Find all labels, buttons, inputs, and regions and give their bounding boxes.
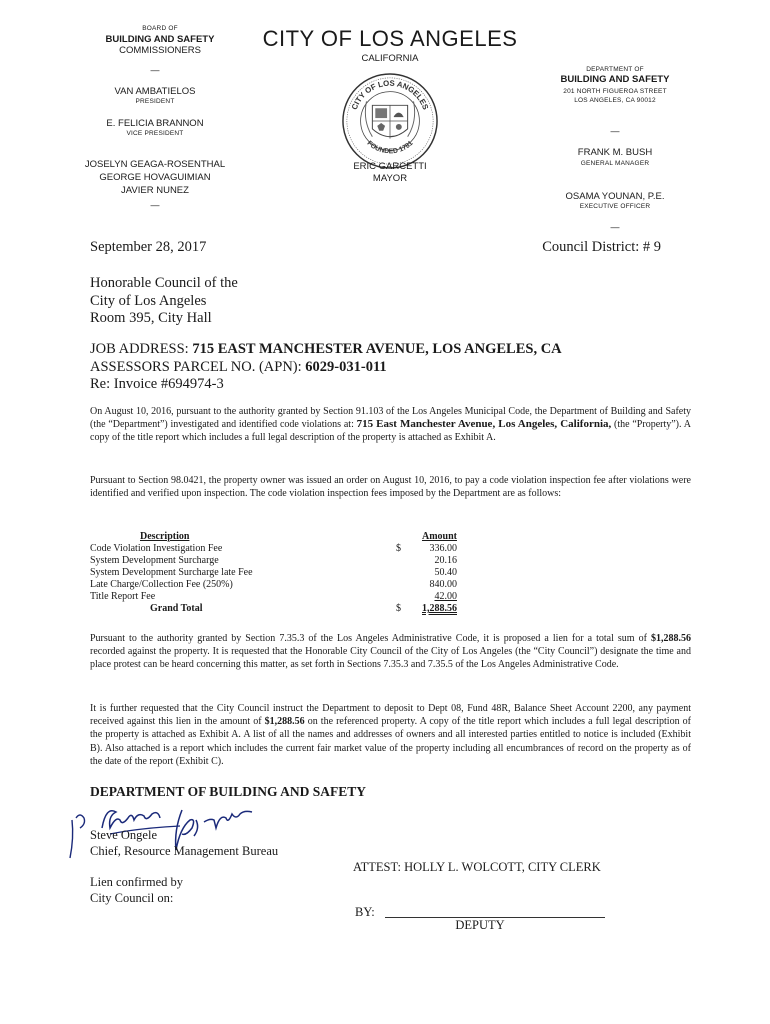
president-name: VAN AMBATIELOS [114,86,196,97]
fee-header-description: Description [140,531,190,542]
board-name: BUILDING AND SAFETY [105,34,215,45]
dept-street: 201 NORTH FIGUEROA STREET [563,88,667,95]
fee-total-label: Grand Total [150,603,203,614]
signer-name: Steve Ongele [90,828,157,842]
divider-dash: — [610,222,620,232]
currency-symbol: $ [396,543,401,554]
invoice-line: Re: Invoice #694974-3 [90,376,224,392]
apn-value: 6029-031-011 [305,358,387,375]
p1-property: 715 East Manchester Avenue, Los Angeles, California, [356,418,612,431]
president-title: PRESIDENT [135,98,175,105]
p3-text-end: recorded against the property. It is requested that the Honorable City Council of the City of Los Angeles (the “City Council”) designate the time and place protest can be heard concerning this matter, as set forth in Sections 7.35.3 and 7.35.5 of the Los Angeles Administrative Code. [90,646,691,671]
divider-dash: — [150,65,160,75]
gm-title: GENERAL MANAGER [580,160,650,167]
dept-city: LOS ANGELES, CA 90012 [574,97,656,104]
addressee [90,275,238,328]
signer-title: Chief, Resource Management Bureau [90,844,279,858]
lien-confirmed-line: City Council on: [90,891,174,905]
eo-name: OSAMA YOUNAN, P.E. [565,191,665,202]
svg-text:FOUNDED 1781 [366,140,415,156]
member-name: JAVIER NUNEZ [121,185,189,196]
p1-text: On August 10, 2016, pursuant to the authority granted by Section 91.103 of the Los Angeles Municipal Code, the Department of Building and Safety (the “Department”) investigated and identified code violations at: [90,406,691,431]
fee-header-amount: Amount [421,531,457,542]
attest-line: ATTEST: HOLLY L. WOLCOTT, CITY CLERK [353,860,601,874]
letter-date: September 28, 2017 [90,239,207,255]
p4-text: It is further requested that the City Council instruct the Department to deposit to Dept 08, Fund 48R, Balance Sheet Account 2200, any payment received against this lien in the amount of [90,703,691,728]
divider-dash: — [610,126,620,136]
addressee-line: Honorable Council of the [90,275,238,291]
council-district: Council District: # 9 [542,239,661,255]
state-label: CALIFORNIA [361,53,419,64]
currency-symbol: $ [396,603,401,614]
dept-name: BUILDING AND SAFETY [560,74,670,85]
p3-amount: $1,288.56 [651,633,691,644]
paragraph-violations [90,405,691,445]
job-address-block [90,341,690,394]
p1-text-end: (the “Property”). A copy of the title report which includes a full legal description of the property is attached as Exhibit A. [90,419,691,444]
vp-title: VICE PRESIDENT [126,130,184,137]
paragraph-order: Pursuant to Section 98.0421, the property owner was issued an order on August 10, 2016, to pay a code violation inspection fee after violations were identified and verified upon inspection. The code violation inspection fees imposed by the Department are as follows: [90,475,691,500]
fee-row-amount: 336.00 [429,543,457,554]
job-address-line [90,341,690,359]
vp-name: E. FELICIA BRANNON [106,118,204,129]
deputy-label: DEPUTY [455,918,505,932]
city-title: CITY OF LOS ANGELES [262,26,518,51]
gm-name: FRANK M. BUSH [577,147,653,158]
lien-confirmed-line: Lien confirmed by [90,875,184,889]
member-name: JOSELYN GEAGA-ROSENTHAL [84,159,226,170]
addressee-line: Room 395, City Hall [90,310,212,326]
signer-block [90,827,278,859]
seal-top-text: CITY OF LOS ANGELES [349,78,431,112]
fee-row-desc: Late Charge/Collection Fee (250%) [90,579,233,590]
paragraph-lien [90,632,691,672]
job-address: 715 EAST MANCHESTER AVENUE, LOS ANGELES, CA [192,341,562,357]
city-seal-icon [341,72,439,170]
p4-text-end: on the referenced property. A copy of the title report which includes a full legal description of the property is attached as Exhibit A. A list of all the names and addresses of owners and all interested parties entitled to notice is included (Exhibit B). Also attached is a report which includes the current fair market value of the property including all encumbrances of record on the property as of the date of the report (Exhibit C). [90,716,691,767]
p4-amount: $1,288.56 [264,716,305,728]
mayor-name: ERIC GARCETTI [353,161,427,172]
addressee-line: City of Los Angeles [90,292,207,309]
board-commissioners: COMMISSIONERS [119,45,201,56]
divider-dash: — [150,200,160,210]
member-name: GEORGE HOVAGUIMIAN [99,172,211,183]
fee-row-desc: System Development Surcharge [90,555,219,566]
by-label: BY: [355,905,375,919]
fee-row-amount: 42.00 [434,591,457,602]
eo-title: EXECUTIVE OFFICER [579,203,651,210]
fee-row-desc: System Development Surcharge late Fee [90,567,253,578]
fee-row-desc: Code Violation Investigation Fee [90,543,223,554]
lien-confirmed [90,874,183,906]
dept-heading: DEPARTMENT OF BUILDING AND SAFETY [90,784,367,799]
paragraph-deposit [90,702,691,768]
dept-of-label: DEPARTMENT OF [586,66,644,73]
fee-total-amount: 1,288.56 [422,603,457,614]
board-of-label: BOARD OF [142,25,178,32]
fee-row-amount: 50.40 [434,567,457,578]
fee-row-amount: 20.16 [434,555,457,566]
board-members [55,158,255,197]
apn-label: ASSESSORS PARCEL NO. (APN): [90,358,306,375]
fee-row-amount: 840.00 [429,579,457,590]
job-address-label: JOB ADDRESS: [90,341,193,357]
p3-text: Pursuant to the authority granted by Section 7.35.3 of the Los Angeles Administrative Code, it is proposed a lien for a total sum of [90,633,651,644]
seal-bottom-text: FOUNDED 1781 [365,139,415,156]
fee-row-desc: Title Report Fee [90,591,156,602]
mayor-title: MAYOR [372,173,408,184]
apn-line [90,359,690,377]
fee-table [90,531,470,623]
